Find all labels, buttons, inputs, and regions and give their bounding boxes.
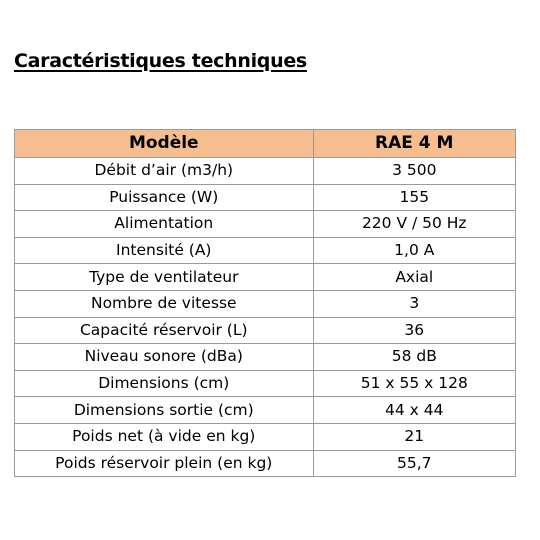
header-model-label: Modèle — [15, 130, 314, 158]
spec-label: Alimentation — [15, 211, 314, 238]
table-row — [15, 450, 516, 477]
spec-label: Puissance (W) — [15, 184, 314, 211]
spec-label: Nombre de vitesse — [15, 290, 314, 317]
spec-value: 51 x 55 x 128 — [313, 370, 515, 397]
table-row — [15, 290, 516, 317]
table-row — [15, 344, 516, 371]
spec-value: 1,0 A — [313, 237, 515, 264]
spec-value: 220 V / 50 Hz — [313, 211, 515, 238]
table-row — [15, 211, 516, 238]
spec-value: Axial — [313, 264, 515, 291]
table-header-row — [15, 130, 516, 158]
spec-value: 3 — [313, 290, 515, 317]
spec-label: Capacité réservoir (L) — [15, 317, 314, 344]
spec-label: Dimensions (cm) — [15, 370, 314, 397]
spec-label: Intensité (A) — [15, 237, 314, 264]
table-row — [15, 264, 516, 291]
spec-value: 36 — [313, 317, 515, 344]
table-row — [15, 423, 516, 450]
table-row — [15, 397, 516, 424]
spec-value: 3 500 — [313, 158, 515, 185]
table-row — [15, 184, 516, 211]
table-row — [15, 158, 516, 185]
page-title: Caractéristiques techniques — [14, 50, 307, 72]
spec-value: 155 — [313, 184, 515, 211]
spec-label: Dimensions sortie (cm) — [15, 397, 314, 424]
header-model-value: RAE 4 M — [313, 130, 515, 158]
spec-label: Débit d’air (m3/h) — [15, 158, 314, 185]
table-row — [15, 370, 516, 397]
spec-value: 55,7 — [313, 450, 515, 477]
specs-table — [14, 129, 516, 477]
spec-label: Poids réservoir plein (en kg) — [15, 450, 314, 477]
spec-label: Poids net (à vide en kg) — [15, 423, 314, 450]
spec-value: 58 dB — [313, 344, 515, 371]
spec-label: Type de ventilateur — [15, 264, 314, 291]
table-row — [15, 237, 516, 264]
table-row — [15, 317, 516, 344]
spec-value: 44 x 44 — [313, 397, 515, 424]
spec-label: Niveau sonore (dBa) — [15, 344, 314, 371]
spec-value: 21 — [313, 423, 515, 450]
